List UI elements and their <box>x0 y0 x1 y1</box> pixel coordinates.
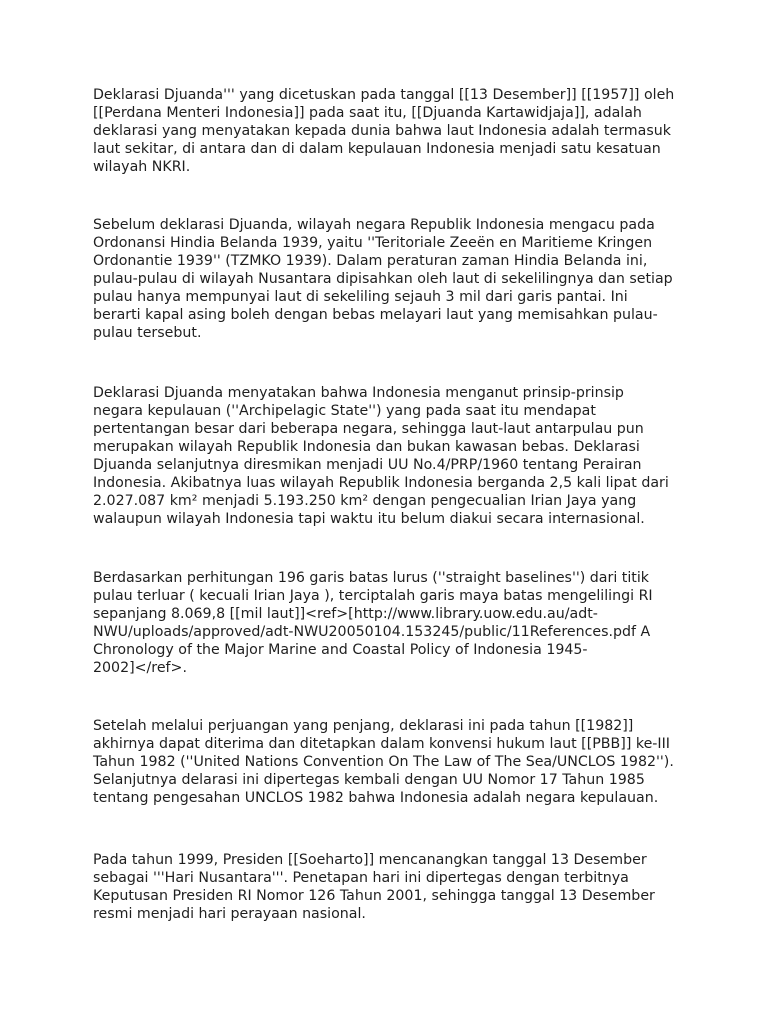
text-line: deklarasi yang menyatakan kepada dunia bahwa laut Indonesia adalah termasuk <box>93 123 671 139</box>
text-line: pulau hanya mempunyai laut di sekeliling sejauh 3 mil dari garis pantai. Ini <box>93 289 628 305</box>
text-line: laut sekitar, di antara dan di dalam kepulauan Indonesia menjadi satu kesatuan <box>93 141 661 157</box>
text-line: Tahun 1982 (''United Nations Convention On The Law of The Sea/UNCLOS 1982''). <box>93 754 674 770</box>
paragraph-deklarasi-intro <box>93 86 674 176</box>
paragraph-prinsip-kepulauan <box>93 384 669 528</box>
text-line: pertentangan besar dari beberapa negara, sehingga laut-laut antarpulau pun <box>93 421 644 437</box>
text-line: Setelah melalui perjuangan yang penjang, deklarasi ini pada tahun [[1982]] <box>93 718 634 734</box>
text-line: Indonesia. Akibatnya luas wilayah Republik Indonesia berganda 2,5 kali lipat dari <box>93 475 669 491</box>
paragraph-unclos <box>93 717 674 807</box>
text-line: pulau tersebut. <box>93 325 202 341</box>
text-line: Selanjutnya delarasi ini dipertegas kembali dengan UU Nomor 17 Tahun 1985 <box>93 772 645 788</box>
text-line: Ordonantie 1939'' (TZMKO 1939). Dalam peraturan zaman Hindia Belanda ini, <box>93 253 648 269</box>
text-line: Ordonansi Hindia Belanda 1939, yaitu ''Teritoriale Zeeën en Maritieme Kringen <box>93 235 653 251</box>
text-line: tentang pengesahan UNCLOS 1982 bahwa Indonesia adalah negara kepulauan. <box>93 790 659 806</box>
text-line: Chronology of the Major Marine and Coastal Policy of Indonesia 1945- <box>93 642 588 658</box>
text-line: walaupun wilayah Indonesia tapi waktu itu belum diakui secara internasional. <box>93 511 645 527</box>
text-line: Deklarasi Djuanda menyatakan bahwa Indonesia menganut prinsip-prinsip <box>93 385 624 401</box>
text-line: 2.027.087 km² menjadi 5.193.250 km² dengan pengecualian Irian Jaya yang <box>93 493 637 509</box>
text-line: Berdasarkan perhitungan 196 garis batas lurus (''straight baselines'') dari titik <box>93 570 650 586</box>
text-line: sebagai '''Hari Nusantara'''. Penetapan hari ini dipertegas dengan terbitnya <box>93 870 629 886</box>
text-line: resmi menjadi hari perayaan nasional. <box>93 906 366 922</box>
paragraph-garis-batas <box>93 569 653 677</box>
text-line: [[Perdana Menteri Indonesia]] pada saat itu, [[Djuanda Kartawidjaja]], adalah <box>93 105 642 121</box>
text-line: akhirnya dapat diterima dan ditetapkan dalam konvensi hukum laut [[PBB]] ke-III <box>93 736 670 752</box>
text-line: Keputusan Presiden RI Nomor 126 Tahun 2001, sehingga tanggal 13 Desember <box>93 888 655 904</box>
text-line: sepanjang 8.069,8 [[mil laut]]<ref>[http://www.library.uow.edu.au/adt- <box>93 606 598 622</box>
text-line: wilayah NKRI. <box>93 159 191 175</box>
paragraph-sebelum-deklarasi <box>93 216 673 342</box>
text-line: NWU/uploads/approved/adt-NWU20050104.153245/public/11References.pdf A <box>93 624 651 640</box>
text-line: pulau-pulau di wilayah Nusantara dipisahkan oleh laut di sekelilingnya dan setiap <box>93 271 673 287</box>
text-line: Sebelum deklarasi Djuanda, wilayah negara Republik Indonesia mengacu pada <box>93 217 655 233</box>
text-line: Deklarasi Djuanda''' yang dicetuskan pada tanggal [[13 Desember]] [[1957]] oleh <box>93 87 675 103</box>
text-line: 2002]</ref>. <box>93 660 187 676</box>
paragraph-hari-nusantara <box>93 851 655 923</box>
text-line: negara kepulauan (''Archipelagic State'') yang pada saat itu mendapat <box>93 403 596 419</box>
text-line: pulau terluar ( kecuali Irian Jaya ), terciptalah garis maya batas mengelilingi RI <box>93 588 653 604</box>
text-line: berarti kapal asing boleh dengan bebas melayari laut yang memisahkan pulau- <box>93 307 658 323</box>
text-line: Pada tahun 1999, Presiden [[Soeharto]] mencanangkan tanggal 13 Desember <box>93 852 647 868</box>
text-line: Djuanda selanjutnya diresmikan menjadi UU No.4/PRP/1960 tentang Perairan <box>93 457 642 473</box>
text-line: merupakan wilayah Republik Indonesia dan bukan kawasan bebas. Deklarasi <box>93 439 640 455</box>
